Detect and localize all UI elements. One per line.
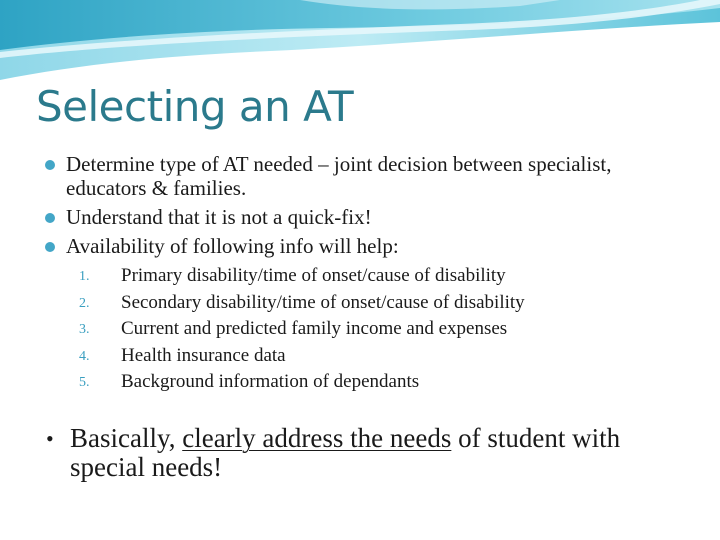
- item-number: 5.: [79, 375, 90, 390]
- numbered-item: [44, 343, 664, 370]
- bullet-dot-icon: [45, 213, 55, 223]
- item-number: 2.: [79, 295, 90, 311]
- bullet-text: Availability of following info will help:: [66, 234, 399, 258]
- item-text: Current and predicted family income and expenses: [121, 318, 508, 339]
- bullet-item: [44, 152, 664, 200]
- numbered-item: [44, 316, 664, 343]
- bullet-text: Understand that it is not a quick-fix!: [66, 205, 372, 229]
- item-text: Secondary disability/time of onset/cause of disability: [121, 291, 525, 313]
- summary-text: [44, 424, 684, 482]
- summary-bullet-icon: •: [46, 426, 54, 451]
- bullet-item: [44, 234, 664, 258]
- item-number: 4.: [79, 348, 90, 364]
- item-text: Health insurance data: [121, 344, 286, 366]
- numbered-list: [44, 263, 664, 396]
- item-number: 1.: [79, 269, 90, 284]
- numbered-item: [44, 369, 664, 396]
- bullet-item: [44, 205, 664, 229]
- item-text: Primary disability/time of onset/cause of disability: [121, 265, 506, 286]
- numbered-item: [44, 290, 664, 317]
- summary-text-end: of student with special needs!: [70, 423, 621, 482]
- item-text: Background information of dependants: [121, 371, 420, 392]
- bullet-list: [44, 152, 664, 396]
- numbered-item: [44, 263, 664, 290]
- item-number: 3.: [79, 322, 90, 337]
- slide-title: Selecting an AT: [36, 82, 354, 131]
- bullet-dot-icon: [45, 160, 55, 170]
- bullet-dot-icon: [45, 242, 55, 252]
- summary-emphasis: clearly address the needs: [182, 423, 452, 453]
- summary-bullet: [44, 424, 684, 482]
- bullet-text: Determine type of AT needed – joint decision between specialist, educators & families.: [66, 152, 612, 200]
- summary-text-start: Basically,: [70, 423, 183, 453]
